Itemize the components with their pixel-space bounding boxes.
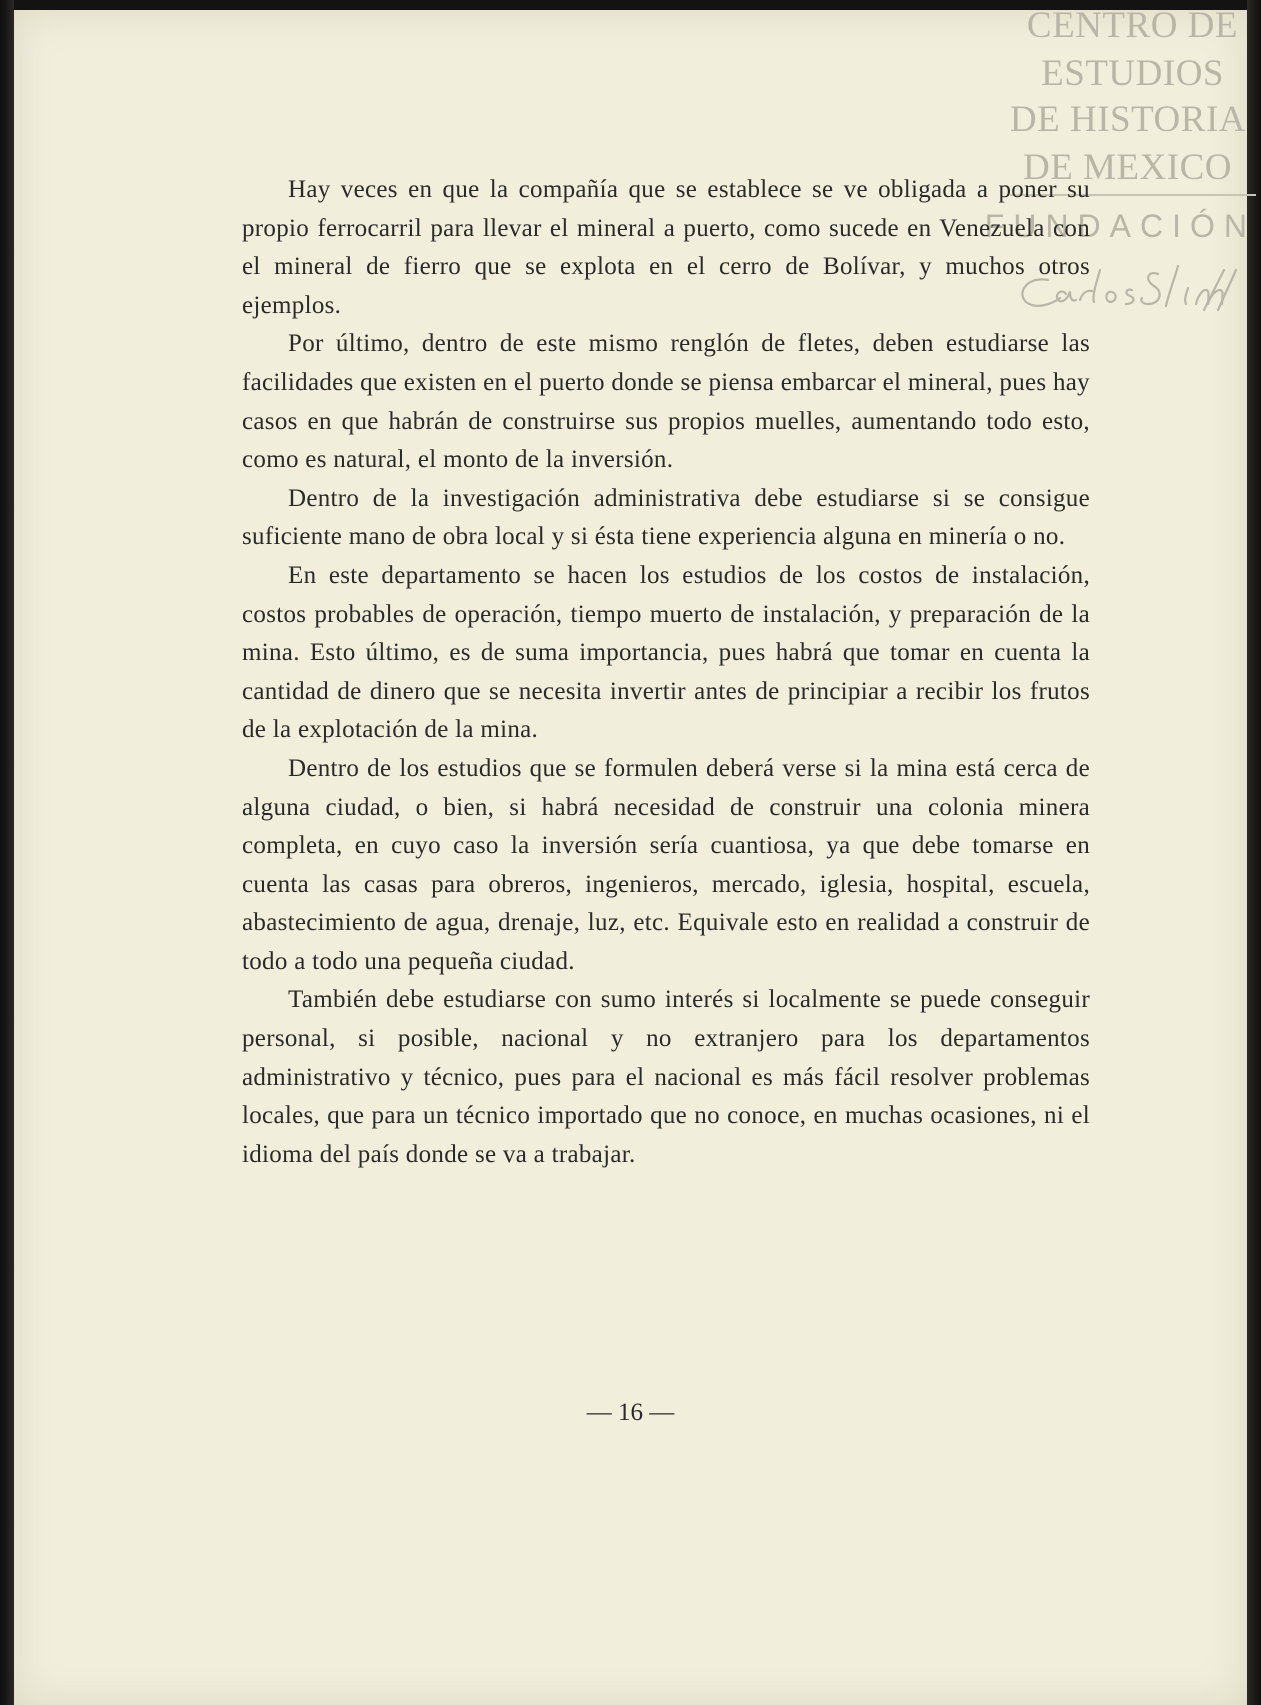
paragraph: En este departamento se hacen los estudios de los costos de instalación, costos probables de operación, tiempo muerto de instalación, y preparación de la mina. Esto último, es de suma importancia, pues habrá que tomar en cuenta la cantidad de dinero que se necesita invertir antes de principiar a recibir los frutos de la explotación de la mina. [242,561,1090,744]
watermark-line: DE HISTORIA [1009,99,1246,140]
page-number: — 16 — [586,1399,675,1426]
watermark-line: CENTRO DE [1026,5,1238,46]
body-text [242,171,1090,1174]
paragraph: También debe estudiarse con sumo interés si localmente se puede conseguir personal, si posible, nacional y no extranjero para los departamentos administrativo y técnico, pues para el nacional es más fácil resolver problemas locales, que para un técnico importado que no conoce, en muchas ocasiones, ni el idioma del país donde se va a trabajar. [242,986,1090,1168]
watermark-line: ESTUDIOS [1041,53,1224,94]
paragraph: Hay veces en que la compañía que se establece se ve obligada a poner su propio ferrocarril para llevar el mineral a puerto, como sucede en Venezuela con el mineral de fierro que se explota en el cerro de Bolívar, y muchos otros ejemplos. [242,176,1090,319]
watermark-line: DE MEXICO [1022,147,1232,188]
paragraph: Dentro de los estudios que se formulen deberá verse si la mina está cerca de alguna ciudad, o bien, si habrá necesidad de construir una colonia minera completa, en cuyo caso la inversión sería cuantiosa, ya que debe tomarse en cuenta las casas para obreros, ingenieros, mercado, iglesia, hospital, escuela, abastecimiento de agua, drenaje, luz, etc. Equivale esto en realidad a construir de todo a todo una pequeña ciudad. [242,754,1090,975]
watermark-org: FUNDACIÓN [984,208,1256,244]
scan-left-edge [0,0,14,1705]
paragraph: Dentro de la investigación administrativa debe estudiarse si se consigue suficiente mano de obra local y si ésta tiene experiencia alguna en minería o no. [242,484,1090,551]
paragraph: Por último, dentro de este mismo renglón de fletes, deben estudiarse las facilidades que existen en el puerto donde se piensa embarcar el mineral, pues hay casos en que habrán de construirse sus propios muelles, aumentando todo esto, como es natural, el monto de la inversión. [242,330,1090,474]
